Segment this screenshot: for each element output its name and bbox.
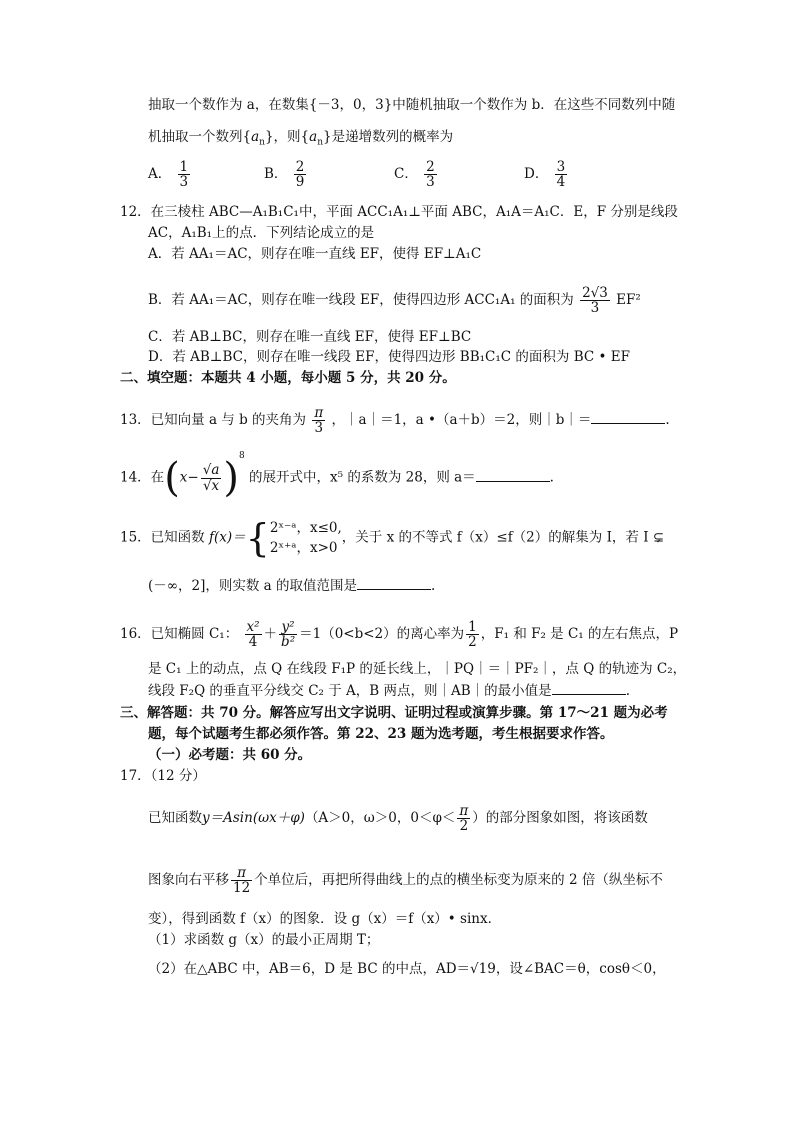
fraction-num: 3 [556, 159, 566, 175]
q14-text-post: 的展开式中，x⁵ 的系数为 28，则 a＝ [249, 469, 476, 486]
q17-text-line2-post: 个单位后，再把所得曲线上的点的横坐标变为原来的 2 倍（纵坐标不 [254, 872, 663, 889]
fraction-num: π [231, 866, 252, 881]
answer-blank[interactable] [591, 411, 665, 424]
section-solve-heading-1: 三、解答题：共 70 分。解答应写出文字说明、证明过程或演算步骤。第 17～21 题为必考 [120, 705, 668, 721]
q17-text-mid: （A＞0，ω＞0，0＜φ＜ [304, 810, 456, 827]
q16-fraction-x [245, 620, 262, 649]
q16-line2: 是 C₁ 上的动点，点 Q 在线段 F₁P 的延长线上，｜PQ｜＝｜PF₂｜，点 Q 的轨迹为 C₂， [148, 661, 687, 677]
fraction-num: x² [246, 619, 260, 635]
fraction-den: 3 [314, 420, 324, 437]
paren-left: ( [164, 455, 180, 501]
q16-line3 [148, 682, 630, 700]
q12-option-b-fraction [580, 286, 610, 315]
q11-option-a [148, 160, 192, 189]
fraction-num: 2 [426, 159, 435, 175]
answer-blank[interactable] [357, 577, 431, 590]
q11-line2: 机抽取一个数列$\{a_n\}$，则$\{a_n\}$是递增数列的概率为 [148, 129, 454, 148]
fraction-num: 2√3 [582, 285, 608, 301]
q17-line3: 变），得到函数 f（x）的图象．设 g（x）＝f（x）• sinx． [148, 911, 502, 927]
q12-option-c: C．若 AB⊥BC，则存在唯一直线 EF，使得 EF⊥BC [148, 329, 472, 345]
brace: { [245, 516, 270, 560]
q16-text-line3: 线段 F₂Q 的垂直平分线交 C₂ 于 A，B 两点，则｜AB｜的最小值是 [148, 683, 552, 699]
q15-text: 15．已知函数 [120, 529, 205, 546]
q17-header: 17．（12 分） [120, 768, 206, 784]
q16-end: . [625, 683, 630, 699]
answer-blank[interactable] [476, 469, 550, 482]
q17-part2: （2）在△ABC 中，AB＝6，D 是 BC 的中点，AD＝√19，设∠BAC＝θ，cosθ＜0， [148, 961, 666, 977]
fraction-den: 9 [295, 174, 305, 191]
q14-fraction [201, 463, 222, 492]
q11-sequence-a: a [251, 129, 260, 145]
q16-fraction-e [466, 620, 479, 649]
fraction-den: 4 [248, 634, 258, 651]
q17-text-post: ）的部分图象如图，将该函数 [472, 810, 648, 827]
q17-text-line2: 图象向右平移 [148, 872, 229, 889]
fraction-num: 2 [295, 159, 305, 175]
q13-fraction [312, 406, 325, 435]
q12-line1: 12．在三棱柱 ABC—A₁B₁C₁中，平面 ACC₁A₁⊥平面 ABC，A₁A＝A₁C．E，F 分别是线段 [120, 204, 678, 220]
q15 [120, 518, 664, 558]
fraction-num: 1 [468, 619, 477, 635]
q13 [120, 406, 670, 435]
q11-option-b [264, 160, 308, 189]
q11-text-a: 机抽取一个数列{ [148, 129, 252, 145]
option-fraction [424, 160, 437, 189]
fraction-num: π [459, 803, 469, 819]
option-fraction [178, 160, 191, 189]
fraction-num: π [314, 405, 324, 421]
fraction-den: 3 [179, 174, 189, 191]
q11-sequence-b: a [309, 129, 318, 145]
q14-text: 14．在 [120, 469, 165, 486]
q14-exponent: 8 [239, 451, 245, 461]
q17-line2 [148, 866, 663, 895]
fraction-num: √a [202, 462, 220, 479]
case-1: 2ˣ⁻ᵃ，x≤0, [269, 520, 342, 536]
q17-part1: （1）求函数 g（x）的最小正周期 T； [148, 932, 380, 948]
q15-text-line2: (－∞，2]，则实数 a 的取值范围是 [148, 578, 357, 594]
fraction-den: 4 [556, 174, 566, 191]
answer-blank[interactable] [552, 682, 626, 695]
section-solve-heading-2: 题，每个试题考生都必须作答。第 22、23 题为选考题，考生根据要求作答。 [148, 726, 614, 742]
q13-end: . [665, 412, 670, 429]
option-label: D． [524, 166, 549, 183]
fraction-den: 12 [233, 880, 251, 897]
option-fraction [294, 160, 307, 189]
q16-text: 16．已知椭圆 C₁： [120, 626, 239, 643]
q15-cases [270, 518, 342, 558]
paren-right: ) [223, 455, 239, 501]
q17-fraction-shift [231, 866, 252, 895]
section-fill-in-heading: 二、填空题：本题共 4 小题，每小题 5 分，共 20 分。 [120, 370, 456, 386]
q16-text-post: ，F₁ 和 F₂ 是 C₁ 的左右焦点，P [480, 626, 679, 643]
q14-x: x− [179, 469, 199, 486]
q14 [120, 451, 554, 501]
q12-option-b-tail: EF² [616, 292, 641, 309]
q12-option-b-text: B．若 AA₁＝AC，则存在唯一线段 EF，使得四边形 ACC₁A₁ 的面积为 [148, 292, 574, 309]
fraction-den: 2 [459, 818, 469, 835]
fraction-den: 3 [590, 300, 600, 317]
plus: ＋ [263, 626, 278, 643]
q12-option-b [148, 286, 641, 315]
q11-option-c [394, 160, 439, 189]
q16-fraction-y [279, 620, 297, 649]
fraction-den: √x [202, 477, 220, 494]
section-required-heading: （一）必考题：共 60 分。 [148, 747, 312, 763]
q11-text-c: }是递增数列的概率为 [323, 129, 454, 145]
option-label: B． [264, 166, 288, 183]
q12-option-d: D．若 AB⊥BC，则存在唯一线段 EF，使得四边形 BB₁C₁C 的面积为 BC • EF [148, 349, 630, 365]
q15-fx: f(x)＝ [208, 529, 246, 546]
q17-function: y＝Asin(ωx＋φ) [202, 810, 305, 827]
case-2: 2ˣ⁺ᵃ，x>0 [269, 540, 338, 556]
q13-text-post: ，｜a｜＝1，a •（a＋b）＝2，则｜b｜＝ [331, 412, 592, 429]
q15-line2 [148, 577, 435, 595]
q15-end: . [431, 578, 436, 594]
option-label: C． [394, 166, 418, 183]
q17-fraction-phi [457, 804, 470, 833]
q17-line1 [148, 804, 648, 833]
fraction-den: 3 [426, 174, 435, 191]
fraction-den: b² [281, 634, 296, 651]
q11-text-b: }，则{ [264, 129, 310, 145]
option-label: A． [148, 166, 172, 183]
option-fraction [555, 160, 568, 189]
q17-text: 已知函数 [148, 810, 202, 827]
q12-option-a: A．若 AA₁＝AC，则存在唯一直线 EF，使得 EF⊥A₁C [148, 246, 482, 262]
fraction-den: 2 [468, 634, 477, 651]
q16 [120, 620, 678, 649]
fraction-num: 1 [179, 159, 189, 175]
q14-end: . [549, 469, 554, 486]
q15-text-post: ，关于 x 的不等式 f（x）≤f（2）的解集为 I，若 I ⊊ [341, 529, 665, 546]
q11-line1: 抽取一个数作为 a，在数集{－3，0，3}中随机抽取一个数作为 b．在这些不同数列中随 [148, 97, 676, 113]
fraction-num: y² [279, 620, 297, 635]
q13-text: 13．已知向量 a 与 b 的夹角为 [120, 412, 307, 429]
q11-option-d [524, 160, 569, 189]
q12-line2: AC，A₁B₁上的点．下列结论成立的是 [148, 225, 375, 241]
q16-text-mid: ＝1（0<b<2）的离心率为 [299, 626, 465, 643]
